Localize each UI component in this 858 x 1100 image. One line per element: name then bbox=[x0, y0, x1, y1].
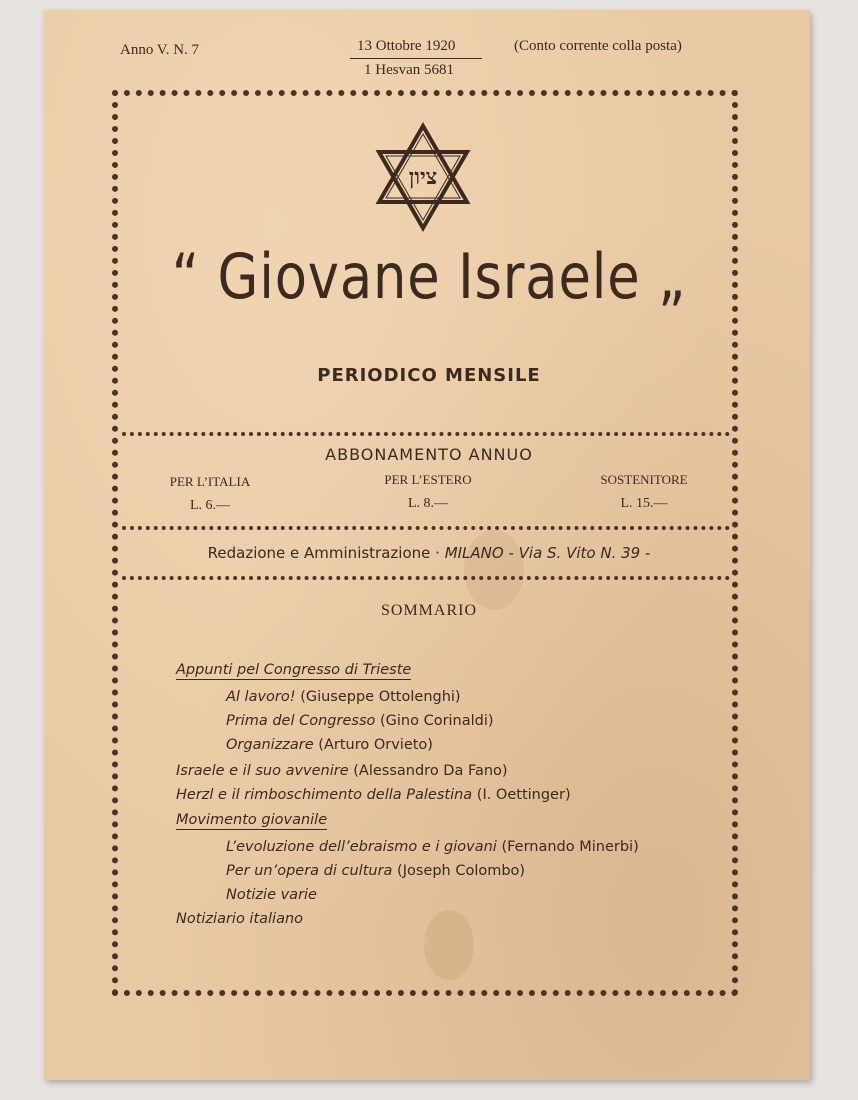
toc-item-title: Al lavoro! bbox=[226, 689, 296, 705]
toc-item-title: Israele e il suo avvenire bbox=[176, 763, 349, 779]
toc-item-title: Appunti pel Congresso di Trieste bbox=[176, 662, 412, 678]
contents-heading: SOMMARIO bbox=[380, 602, 477, 619]
toc-item-author: (Giuseppe Ottolenghi) bbox=[300, 689, 461, 705]
date-divider bbox=[350, 58, 482, 59]
hebrew-date: 1 Hesvan 5681 bbox=[364, 62, 454, 78]
toc-item bbox=[176, 763, 508, 779]
postal-note: (Conto corrente colla posta) bbox=[514, 38, 682, 54]
subscription-heading: ABBONAMENTO ANNUO bbox=[325, 445, 533, 464]
toc-item bbox=[226, 689, 461, 705]
toc-item bbox=[176, 911, 303, 927]
address-city-street: MILANO - Via S. Vito N. 39 - bbox=[444, 544, 651, 562]
toc-item-author: (Arturo Orvieto) bbox=[318, 737, 433, 753]
toc-item-author: (Gino Corinaldi) bbox=[379, 713, 494, 729]
toc-item-title: Movimento giovanile bbox=[176, 812, 328, 828]
toc-item bbox=[226, 863, 525, 879]
toc-item-title: Organizzare bbox=[226, 737, 314, 753]
toc-item bbox=[226, 839, 639, 855]
toc-section bbox=[176, 662, 411, 678]
toc-item-author: (Alessandro Da Fano) bbox=[353, 763, 508, 779]
dotted-separator bbox=[122, 432, 730, 436]
toc-item-title: Prima del Congresso bbox=[226, 713, 376, 729]
toc-item-title: Notiziario italiano bbox=[176, 911, 304, 927]
subscription-price-supporter: L. 15.— bbox=[620, 496, 668, 511]
toc-item-title: L’evoluzione dell’ebraismo e i giovani bbox=[226, 839, 497, 855]
star-of-david-icon bbox=[374, 122, 472, 232]
masthead-title: “ Giovane Israele „ bbox=[171, 240, 687, 313]
toc-item bbox=[176, 787, 571, 803]
toc-item bbox=[226, 737, 433, 753]
subscription-label-italy: PER L’ITALIA bbox=[169, 474, 251, 489]
subscription-price-abroad: L. 8.— bbox=[407, 496, 449, 511]
emblem-inscription: ציון bbox=[408, 164, 438, 190]
issue-number: Anno V. N. 7 bbox=[120, 42, 200, 58]
toc-item-author: (Fernando Minerbi) bbox=[501, 839, 639, 855]
masthead-subtitle: PERIODICO MENSILE bbox=[317, 365, 541, 386]
address-label: Redazione e Amministrazione · bbox=[207, 544, 440, 562]
issue-date: 13 Ottobre 1920 bbox=[357, 38, 456, 54]
toc-item-title: Herzl e il rimboschimento della Palestina bbox=[176, 787, 473, 803]
subscription-label-supporter: SOSTENITORE bbox=[600, 472, 688, 487]
toc-item bbox=[226, 713, 494, 729]
toc-item bbox=[226, 887, 317, 903]
dotted-separator bbox=[122, 576, 730, 580]
editorial-address bbox=[0, 544, 858, 562]
toc-item-author: (I. Oettinger) bbox=[476, 787, 571, 803]
subscription-label-abroad: PER L’ESTERO bbox=[384, 472, 472, 487]
toc-item-author: (Joseph Colombo) bbox=[397, 863, 526, 879]
dotted-separator bbox=[122, 526, 730, 530]
toc-section bbox=[176, 812, 327, 828]
subscription-price-italy: L. 6.— bbox=[189, 498, 231, 513]
toc-item-title: Notizie varie bbox=[226, 887, 317, 903]
toc-item-title: Per un’opera di cultura bbox=[226, 863, 393, 879]
